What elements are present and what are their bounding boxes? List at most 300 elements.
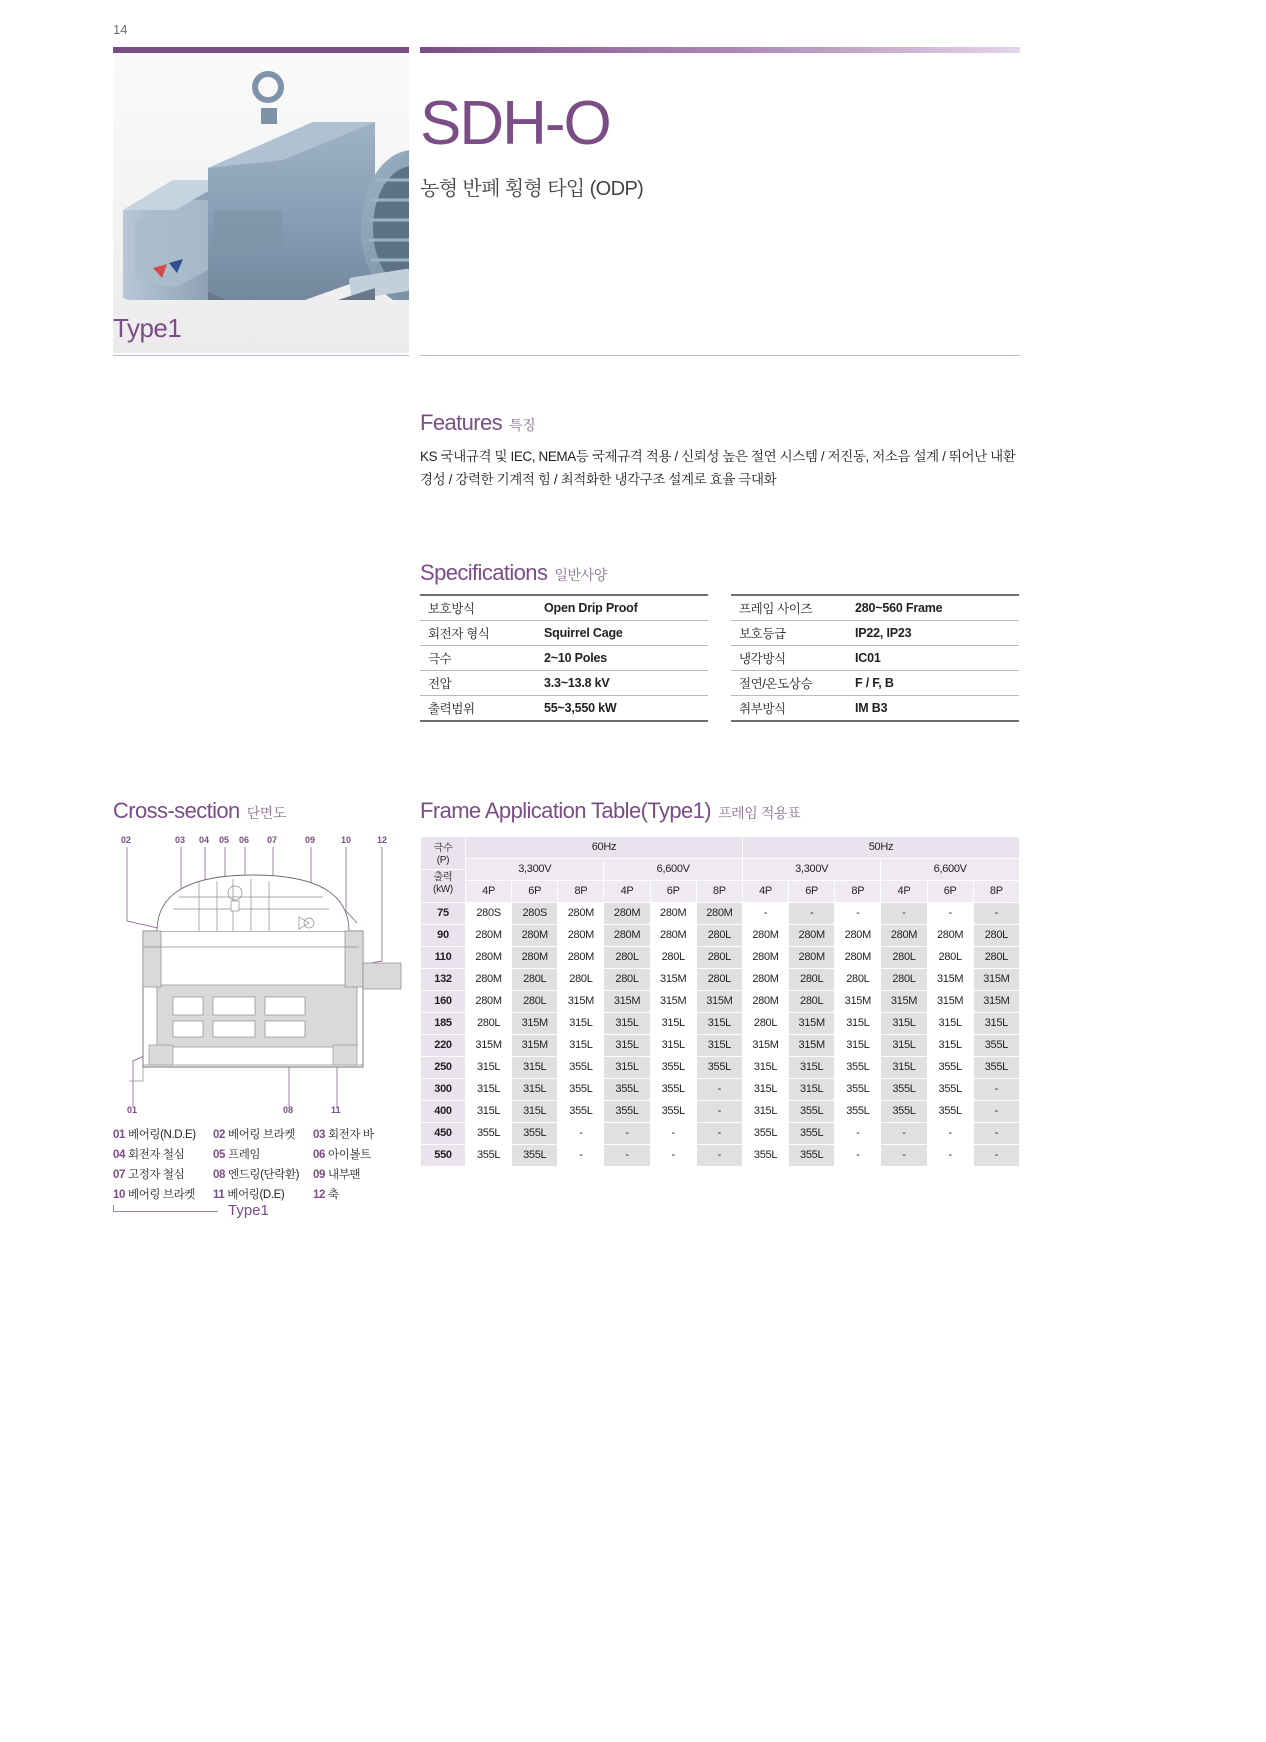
features-heading-en: Features bbox=[420, 410, 503, 435]
spec-key: 전압 bbox=[420, 671, 536, 696]
spec-key: 출력범위 bbox=[420, 696, 536, 722]
frame-output-kw: 185 bbox=[421, 1013, 466, 1035]
spec-row bbox=[420, 595, 708, 621]
frame-voltage-group: 3,300V bbox=[742, 859, 880, 881]
spec-value: IP22, IP23 bbox=[847, 621, 1019, 646]
frame-cell: 355L bbox=[927, 1079, 973, 1101]
legend-number: 10 bbox=[113, 1189, 125, 1201]
frame-cell: - bbox=[973, 1123, 1019, 1145]
spec-key: 냉각방식 bbox=[731, 646, 847, 671]
svg-text:08: 08 bbox=[283, 1105, 294, 1115]
frame-cell: - bbox=[558, 1123, 604, 1145]
frame-cell: 315M bbox=[512, 1013, 558, 1035]
frame-cell: - bbox=[973, 1145, 1019, 1167]
divider-left bbox=[113, 355, 409, 356]
frame-cell: 280L bbox=[881, 969, 927, 991]
frame-cell: 315M bbox=[973, 991, 1019, 1013]
frame-cell: 280L bbox=[466, 1013, 512, 1035]
frame-cell: 280L bbox=[696, 969, 742, 991]
frame-table-row bbox=[421, 1057, 1020, 1079]
frame-table-heading bbox=[420, 798, 800, 824]
frame-cell: 355L bbox=[696, 1057, 742, 1079]
spec-value: Open Drip Proof bbox=[536, 595, 708, 621]
frame-cell: 280M bbox=[789, 947, 835, 969]
frame-cell: 315L bbox=[650, 1013, 696, 1035]
frame-cell: - bbox=[881, 1123, 927, 1145]
frame-cell: 315L bbox=[927, 1013, 973, 1035]
frame-cell: - bbox=[881, 903, 927, 925]
frame-cell: 315M bbox=[696, 991, 742, 1013]
frame-table-voltage-row bbox=[421, 859, 1020, 881]
header-rule-right bbox=[420, 47, 1020, 53]
frame-table-heading-kr: 프레임 적용표 bbox=[717, 805, 801, 821]
frame-output-kw: 250 bbox=[421, 1057, 466, 1079]
legend-row bbox=[113, 1145, 413, 1165]
legend-number: 09 bbox=[313, 1169, 325, 1181]
frame-cell: 280M bbox=[835, 925, 881, 947]
legend-label: 축 bbox=[328, 1189, 339, 1201]
legend-label: 베어링 브라켓 bbox=[128, 1189, 196, 1201]
svg-text:11: 11 bbox=[331, 1105, 341, 1115]
frame-cell: 355L bbox=[604, 1101, 650, 1123]
svg-text:07: 07 bbox=[267, 835, 278, 845]
frame-cell: 280M bbox=[558, 947, 604, 969]
svg-text:03: 03 bbox=[175, 835, 186, 845]
frame-pole-header: 4P bbox=[604, 881, 650, 903]
frame-pole-header: 8P bbox=[835, 881, 881, 903]
frame-cell: 315L bbox=[881, 1057, 927, 1079]
frame-table-row bbox=[421, 947, 1020, 969]
legend-number: 03 bbox=[313, 1129, 325, 1141]
frame-cell: 315L bbox=[650, 1035, 696, 1057]
frame-cell: 315M bbox=[881, 991, 927, 1013]
specifications-heading-kr: 일반사양 bbox=[554, 567, 607, 583]
frame-pole-header: 4P bbox=[881, 881, 927, 903]
frame-cell: 315L bbox=[604, 1013, 650, 1035]
frame-cell: 355L bbox=[742, 1123, 788, 1145]
frame-cell: 315M bbox=[789, 1013, 835, 1035]
frame-table-row bbox=[421, 903, 1020, 925]
frame-pole-header: 8P bbox=[558, 881, 604, 903]
frame-cell: 355L bbox=[835, 1057, 881, 1079]
frame-pole-header: 4P bbox=[466, 881, 512, 903]
legend-number: 01 bbox=[113, 1129, 125, 1141]
frame-cell: 355L bbox=[835, 1101, 881, 1123]
product-photo bbox=[113, 60, 409, 300]
frame-cell: 280L bbox=[789, 969, 835, 991]
legend-number: 07 bbox=[113, 1169, 125, 1181]
cross-section-heading-kr: 단면도 bbox=[246, 805, 287, 821]
frame-cell: 280L bbox=[512, 991, 558, 1013]
frame-cell: 315L bbox=[742, 1057, 788, 1079]
frame-cell: 280L bbox=[742, 1013, 788, 1035]
frame-voltage-group: 3,300V bbox=[466, 859, 604, 881]
legend-label: 회전자 철심 bbox=[128, 1149, 185, 1161]
frame-cell: 355L bbox=[973, 1057, 1019, 1079]
legend-item bbox=[113, 1165, 213, 1185]
frame-cell: - bbox=[835, 903, 881, 925]
spec-key: 보호방식 bbox=[420, 595, 536, 621]
frame-cell: 280L bbox=[604, 969, 650, 991]
legend-row bbox=[113, 1165, 413, 1185]
frame-cell: 315L bbox=[466, 1057, 512, 1079]
frame-output-kw: 220 bbox=[421, 1035, 466, 1057]
frame-group-50hz: 50Hz bbox=[742, 837, 1019, 859]
frame-cell: 280M bbox=[466, 947, 512, 969]
frame-cell: 355L bbox=[789, 1101, 835, 1123]
frame-cell: - bbox=[604, 1145, 650, 1167]
frame-cell: 280M bbox=[466, 925, 512, 947]
spec-row bbox=[731, 595, 1019, 621]
cross-section-drawing bbox=[113, 835, 413, 1125]
frame-cell: - bbox=[650, 1123, 696, 1145]
specifications-heading bbox=[420, 560, 607, 586]
caption-text: Type1 bbox=[228, 1202, 269, 1219]
frame-table-row bbox=[421, 1079, 1020, 1101]
frame-cell: 315M bbox=[650, 991, 696, 1013]
frame-cell: 355L bbox=[558, 1101, 604, 1123]
frame-table-heading-en: Frame Application Table(Type1) bbox=[420, 798, 711, 823]
legend-number: 04 bbox=[113, 1149, 125, 1161]
frame-table-row bbox=[421, 991, 1020, 1013]
frame-cell: 315L bbox=[696, 1013, 742, 1035]
legend-row bbox=[113, 1125, 413, 1145]
frame-table-row bbox=[421, 969, 1020, 991]
frame-cell: 315M bbox=[927, 991, 973, 1013]
legend-item bbox=[113, 1125, 213, 1145]
frame-cell: 355L bbox=[973, 1035, 1019, 1057]
frame-cell: 355L bbox=[835, 1079, 881, 1101]
frame-cell: - bbox=[927, 1123, 973, 1145]
frame-cell: 280M bbox=[742, 969, 788, 991]
frame-cell: - bbox=[881, 1145, 927, 1167]
spec-row bbox=[420, 646, 708, 671]
frame-cell: 280M bbox=[742, 925, 788, 947]
frame-pole-header: 8P bbox=[696, 881, 742, 903]
frame-cell: 355L bbox=[558, 1057, 604, 1079]
cross-section-heading-en: Cross-section bbox=[113, 798, 240, 823]
frame-pole-header: 4P bbox=[742, 881, 788, 903]
frame-cell: 315M bbox=[558, 991, 604, 1013]
cross-section-legend bbox=[113, 1125, 413, 1205]
spec-key: 보호등급 bbox=[731, 621, 847, 646]
legend-label: 베어링(N.D.E) bbox=[128, 1129, 196, 1141]
frame-cell: 355L bbox=[650, 1101, 696, 1123]
specifications-table-left bbox=[420, 594, 708, 722]
specifications-tables bbox=[420, 594, 1020, 722]
frame-cell: 280S bbox=[512, 903, 558, 925]
frame-cell: 280M bbox=[650, 925, 696, 947]
legend-item bbox=[313, 1145, 413, 1165]
frame-pole-header: 6P bbox=[927, 881, 973, 903]
frame-cell: 280M bbox=[789, 925, 835, 947]
legend-item bbox=[113, 1185, 213, 1205]
frame-output-kw: 450 bbox=[421, 1123, 466, 1145]
spec-value: 2~10 Poles bbox=[536, 646, 708, 671]
spec-key: 취부방식 bbox=[731, 696, 847, 722]
frame-cell: 315L bbox=[789, 1079, 835, 1101]
frame-cell: 355L bbox=[881, 1079, 927, 1101]
frame-cell: 280L bbox=[696, 947, 742, 969]
frame-cell: 315L bbox=[927, 1035, 973, 1057]
frame-cell: 280M bbox=[466, 991, 512, 1013]
frame-cell: 355L bbox=[650, 1057, 696, 1079]
frame-cell: 280L bbox=[835, 969, 881, 991]
frame-cell: 355L bbox=[512, 1123, 558, 1145]
legend-label: 베어링(D.E) bbox=[227, 1189, 285, 1201]
frame-cell: 315M bbox=[742, 1035, 788, 1057]
frame-cell: 280M bbox=[742, 947, 788, 969]
frame-application-table bbox=[420, 836, 1020, 1167]
page-number: 14 bbox=[113, 22, 128, 37]
frame-cell: 315L bbox=[558, 1035, 604, 1057]
legend-label: 고정자 철심 bbox=[128, 1169, 185, 1181]
spec-value: 55~3,550 kW bbox=[536, 696, 708, 722]
frame-cell: 315L bbox=[973, 1013, 1019, 1035]
frame-cell: - bbox=[742, 903, 788, 925]
frame-cell: 280M bbox=[604, 925, 650, 947]
spec-value: F / F, B bbox=[847, 671, 1019, 696]
frame-cell: 355L bbox=[742, 1145, 788, 1167]
spec-value: IM B3 bbox=[847, 696, 1019, 722]
divider-right bbox=[420, 355, 1020, 356]
frame-cell: 280L bbox=[558, 969, 604, 991]
frame-cell: 280L bbox=[881, 947, 927, 969]
frame-output-kw: 160 bbox=[421, 991, 466, 1013]
legend-number: 02 bbox=[213, 1129, 225, 1141]
frame-cell: - bbox=[835, 1123, 881, 1145]
legend-label: 베어링 브라켓 bbox=[228, 1129, 296, 1141]
frame-cell: - bbox=[789, 903, 835, 925]
frame-cell: 280L bbox=[650, 947, 696, 969]
caption-rule bbox=[113, 1211, 218, 1212]
frame-cell: - bbox=[927, 1145, 973, 1167]
features-heading bbox=[420, 410, 535, 436]
spec-key: 프레임 사이즈 bbox=[731, 595, 847, 621]
spec-row bbox=[731, 646, 1019, 671]
frame-cell: - bbox=[973, 903, 1019, 925]
frame-output-kw: 400 bbox=[421, 1101, 466, 1123]
frame-cell: 280L bbox=[927, 947, 973, 969]
legend-item bbox=[213, 1145, 313, 1165]
legend-item bbox=[213, 1125, 313, 1145]
frame-cell: - bbox=[696, 1145, 742, 1167]
frame-cell: 315L bbox=[604, 1035, 650, 1057]
spec-row bbox=[731, 696, 1019, 722]
frame-cell: 355L bbox=[466, 1145, 512, 1167]
frame-cell: 280M bbox=[650, 903, 696, 925]
frame-table-row bbox=[421, 1101, 1020, 1123]
spec-value: Squirrel Cage bbox=[536, 621, 708, 646]
frame-cell: - bbox=[696, 1101, 742, 1123]
frame-cell: 355L bbox=[604, 1079, 650, 1101]
frame-output-kw: 132 bbox=[421, 969, 466, 991]
spec-key: 극수 bbox=[420, 646, 536, 671]
frame-table-row bbox=[421, 1013, 1020, 1035]
cross-section-heading bbox=[113, 798, 286, 824]
specifications-table-right bbox=[731, 594, 1019, 722]
legend-number: 06 bbox=[313, 1149, 325, 1161]
frame-cell: 315L bbox=[512, 1057, 558, 1079]
features-body: KS 국내규격 및 IEC, NEMA등 국제규격 적용 / 신뢰성 높은 절연 시스템 / 저진동, 저소음 설계 / 뛰어난 내환경성 / 강력한 기계적 힘 / 최적화한 냉각구조 설계로 효율 극대화 bbox=[420, 449, 1016, 487]
frame-cell: 280L bbox=[604, 947, 650, 969]
frame-cell: 315L bbox=[558, 1013, 604, 1035]
frame-cell: 280L bbox=[973, 947, 1019, 969]
frame-cell: 355L bbox=[881, 1101, 927, 1123]
specifications-heading-en: Specifications bbox=[420, 560, 548, 585]
frame-output-kw: 110 bbox=[421, 947, 466, 969]
frame-cell: 280M bbox=[881, 925, 927, 947]
spec-value: 280~560 Frame bbox=[847, 595, 1019, 621]
frame-cell: - bbox=[973, 1101, 1019, 1123]
svg-text:10: 10 bbox=[341, 835, 352, 845]
page-subtitle: 농형 반폐 횡형 타입 (ODP) bbox=[420, 178, 644, 200]
frame-cell: 280S bbox=[466, 903, 512, 925]
svg-text:12: 12 bbox=[377, 835, 388, 845]
frame-table-header-row bbox=[421, 837, 1020, 859]
legend-number: 08 bbox=[213, 1169, 225, 1181]
frame-cell: 355L bbox=[789, 1145, 835, 1167]
legend-label: 내부팬 bbox=[328, 1169, 361, 1181]
frame-cell: - bbox=[927, 903, 973, 925]
spec-key: 회전자 형식 bbox=[420, 621, 536, 646]
frame-cell: 315M bbox=[789, 1035, 835, 1057]
legend-item bbox=[213, 1165, 313, 1185]
frame-cell: 315L bbox=[881, 1013, 927, 1035]
frame-cell: - bbox=[835, 1145, 881, 1167]
frame-cell: 315L bbox=[835, 1035, 881, 1057]
frame-cell: 315L bbox=[696, 1035, 742, 1057]
spec-value: 3.3~13.8 kV bbox=[536, 671, 708, 696]
frame-cell: 315L bbox=[466, 1079, 512, 1101]
frame-cell: 355L bbox=[650, 1079, 696, 1101]
legend-item bbox=[313, 1185, 413, 1205]
spec-value: IC01 bbox=[847, 646, 1019, 671]
frame-cell: 355L bbox=[512, 1145, 558, 1167]
frame-cell: 355L bbox=[927, 1101, 973, 1123]
frame-cell: 315L bbox=[742, 1079, 788, 1101]
frame-table-pole-row bbox=[421, 881, 1020, 903]
frame-cell: 315M bbox=[512, 1035, 558, 1057]
frame-cell: 280L bbox=[512, 969, 558, 991]
frame-pole-header: 6P bbox=[789, 881, 835, 903]
frame-cell: 315M bbox=[650, 969, 696, 991]
frame-cell: 315L bbox=[742, 1101, 788, 1123]
frame-output-kw: 300 bbox=[421, 1079, 466, 1101]
frame-cell: 355L bbox=[558, 1079, 604, 1101]
legend-label: 프레임 bbox=[228, 1149, 261, 1161]
legend-label: 아이볼트 bbox=[328, 1149, 371, 1161]
frame-cell: 280M bbox=[742, 991, 788, 1013]
frame-table-corner: 극수 (P) 출력 (kW) bbox=[421, 837, 466, 903]
frame-cell: 280L bbox=[789, 991, 835, 1013]
legend-label: 회전자 바 bbox=[328, 1129, 374, 1141]
legend-number: 12 bbox=[313, 1189, 325, 1201]
frame-cell: 315L bbox=[604, 1057, 650, 1079]
frame-cell: 280L bbox=[696, 925, 742, 947]
frame-cell: - bbox=[696, 1079, 742, 1101]
frame-pole-header: 6P bbox=[650, 881, 696, 903]
frame-cell: 315L bbox=[512, 1079, 558, 1101]
svg-text:05: 05 bbox=[219, 835, 230, 845]
svg-text:02: 02 bbox=[121, 835, 132, 845]
frame-cell: 355L bbox=[927, 1057, 973, 1079]
frame-group-60hz: 60Hz bbox=[466, 837, 743, 859]
type1-left-label: Type1 bbox=[113, 313, 182, 343]
frame-output-kw: 550 bbox=[421, 1145, 466, 1167]
frame-cell: 315L bbox=[466, 1101, 512, 1123]
frame-cell: 280M bbox=[558, 903, 604, 925]
legend-item bbox=[313, 1165, 413, 1185]
frame-table-row bbox=[421, 1145, 1020, 1167]
frame-cell: 315L bbox=[789, 1057, 835, 1079]
caption-tick bbox=[113, 1205, 114, 1212]
frame-table-row bbox=[421, 1123, 1020, 1145]
frame-cell: 280M bbox=[512, 947, 558, 969]
svg-text:06: 06 bbox=[239, 835, 250, 845]
svg-text:01: 01 bbox=[127, 1105, 138, 1115]
frame-cell: 280M bbox=[604, 903, 650, 925]
frame-cell: 315M bbox=[604, 991, 650, 1013]
frame-pole-header: 6P bbox=[512, 881, 558, 903]
frame-cell: 280L bbox=[973, 925, 1019, 947]
page-title: SDH-O bbox=[420, 89, 610, 158]
spec-key: 절연/온도상승 bbox=[731, 671, 847, 696]
frame-table-row bbox=[421, 925, 1020, 947]
svg-text:04: 04 bbox=[199, 835, 210, 845]
frame-cell: 315M bbox=[973, 969, 1019, 991]
frame-cell: 280M bbox=[558, 925, 604, 947]
legend-item bbox=[313, 1125, 413, 1145]
frame-cell: - bbox=[696, 1123, 742, 1145]
frame-cell: 280M bbox=[512, 925, 558, 947]
frame-cell: 355L bbox=[466, 1123, 512, 1145]
frame-cell: - bbox=[604, 1123, 650, 1145]
frame-cell: 315M bbox=[466, 1035, 512, 1057]
frame-cell: 315M bbox=[927, 969, 973, 991]
frame-output-kw: 90 bbox=[421, 925, 466, 947]
spec-row bbox=[731, 621, 1019, 646]
frame-cell: 280M bbox=[927, 925, 973, 947]
legend-number: 05 bbox=[213, 1149, 225, 1161]
frame-cell: 280M bbox=[466, 969, 512, 991]
frame-cell: 315L bbox=[835, 1013, 881, 1035]
spec-row bbox=[420, 621, 708, 646]
spec-row bbox=[420, 671, 708, 696]
frame-cell: 315L bbox=[512, 1101, 558, 1123]
spec-row bbox=[420, 696, 708, 722]
features-heading-kr: 특징 bbox=[509, 417, 536, 433]
legend-item bbox=[113, 1145, 213, 1165]
frame-cell: - bbox=[558, 1145, 604, 1167]
frame-cell: 280M bbox=[835, 947, 881, 969]
frame-cell: 315L bbox=[881, 1035, 927, 1057]
frame-cell: 280M bbox=[696, 903, 742, 925]
legend-label: 엔드링(단락환) bbox=[228, 1169, 300, 1181]
frame-cell: - bbox=[650, 1145, 696, 1167]
frame-cell: - bbox=[973, 1079, 1019, 1101]
frame-output-kw: 75 bbox=[421, 903, 466, 925]
frame-cell: 355L bbox=[789, 1123, 835, 1145]
spec-row bbox=[731, 671, 1019, 696]
frame-pole-header: 8P bbox=[973, 881, 1019, 903]
frame-voltage-group: 6,600V bbox=[604, 859, 742, 881]
frame-voltage-group: 6,600V bbox=[881, 859, 1020, 881]
frame-table-row bbox=[421, 1035, 1020, 1057]
frame-cell: 315M bbox=[835, 991, 881, 1013]
legend-number: 11 bbox=[213, 1189, 225, 1201]
svg-text:09: 09 bbox=[305, 835, 316, 845]
